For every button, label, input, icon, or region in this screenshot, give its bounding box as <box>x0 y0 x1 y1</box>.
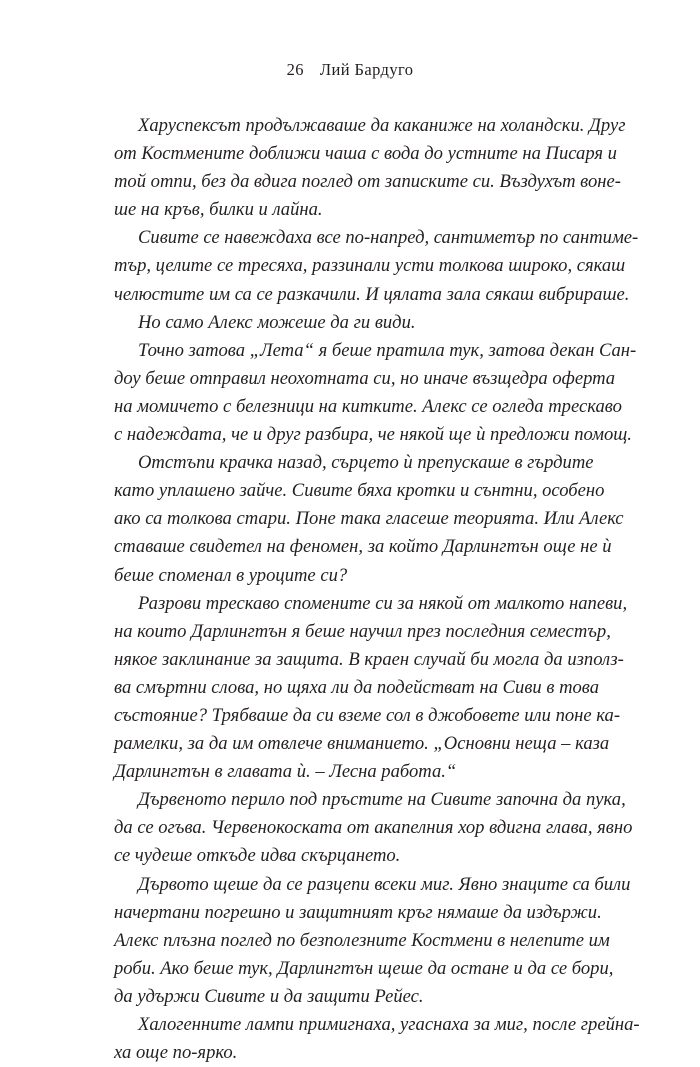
text-line: рамелки, за да им отвлече вниманието. „Основни неща – каза <box>114 733 610 755</box>
text-line: Точно затова „Лета“ я беше пратила тук, затова декан Сан- <box>138 339 637 361</box>
text-line: с надеждата, че и друг разбира, че някой ще ѝ предложи помощ. <box>114 424 632 446</box>
text-line: той отпи, без да вдига поглед от записките си. Въздухът воне- <box>114 171 621 193</box>
running-header <box>0 60 700 80</box>
text-line: Дървеното перило под пръстите на Сивите започна да пука, <box>138 789 626 811</box>
body-text <box>114 112 640 1067</box>
text-line: ако са толкова стари. Поне така гласеше теорията. Или Алекс <box>114 508 624 530</box>
text-line: на които Дарлингтън я беше научил през последния семестър, <box>114 620 611 642</box>
text-line: начертани погрешно и защитният кръг нямаше да издържи. <box>114 901 602 923</box>
text-line: роби. Ако беше тук, Дарлингтън щеше да остане и да се бори, <box>114 957 614 979</box>
author-name: Лий Бардуго <box>319 60 414 79</box>
text-line: като уплашено зайче. Сивите бяха кротки и сънтни, особено <box>114 480 605 502</box>
text-line: да се огъва. Червенокоската от акапелния хор вдигна глава, явно <box>114 817 633 839</box>
text-line: състояние? Трябваше да си вземе сол в джобовете или поне ка- <box>114 704 621 726</box>
text-line: ставаше свидетел на феномен, за който Дарлингтън още не ѝ <box>114 536 612 558</box>
paragraph <box>114 224 639 308</box>
text-line: Отстъпи крачка назад, сърцето ѝ препускаше в гърдите <box>138 452 594 474</box>
text-line: от Костмените доближи чаша с вода до устните на Писаря и <box>114 143 617 165</box>
text-line: ва смъртни слова, но щяха ли да подействат на Сиви в това <box>114 676 600 698</box>
text-line: Халогенните лампи примигнаха, угаснаха за миг, после грейна- <box>138 1014 640 1035</box>
paragraph <box>114 786 633 870</box>
paragraph <box>114 337 637 449</box>
paragraph <box>114 590 628 787</box>
text-line: беше споменал в уроците си? <box>114 564 348 586</box>
text-line: Алекс плъзна поглед по безполезните Костмени в нелепите им <box>114 929 610 951</box>
text-line: Дарлингтън в главата ѝ. – Лесна работа.“ <box>114 761 457 783</box>
text-line: доу беше отправил неохотната си, но иначе възщедра оферта <box>114 367 616 389</box>
text-line: Но само Алекс можеше да ги види. <box>138 311 416 333</box>
text-line: ше на кръв, билки и лайна. <box>114 199 323 221</box>
paragraph <box>114 871 631 1011</box>
text-line: Дървото щеше да се разцепи всеки миг. Явно знаците са били <box>138 873 631 895</box>
text-line: Разрови трескаво спомените си за някой от малкото напеви, <box>138 592 628 614</box>
text-line: Харуспексът продължаваше да каканиже на холандски. Друг <box>138 115 626 136</box>
text-line: на момичето с белезници на китките. Алекс се огледа трескаво <box>114 395 622 417</box>
text-line: се чудеше откъде идва скърцането. <box>114 845 401 867</box>
paragraph <box>114 449 624 589</box>
text-line: челюстите им са се разкачили. И цялата зала сякаш вибрираше. <box>114 283 630 305</box>
text-line: някое заклинание за защита. В краен случай би могла да използ- <box>114 648 624 670</box>
paragraph <box>114 1011 640 1067</box>
text-line: да удържи Сивите и да защити Рейес. <box>114 985 424 1007</box>
paragraph <box>114 112 626 224</box>
text-line: ха още по-ярко. <box>114 1042 238 1064</box>
page-number: 26 <box>286 60 304 79</box>
paragraph <box>114 309 590 337</box>
text-line: Сивите се навеждаха все по-напред, сантиметър по сантиме- <box>138 227 639 249</box>
text-line: тър, целите се тресяха, раззинали усти толкова широко, сякаш <box>114 255 626 277</box>
